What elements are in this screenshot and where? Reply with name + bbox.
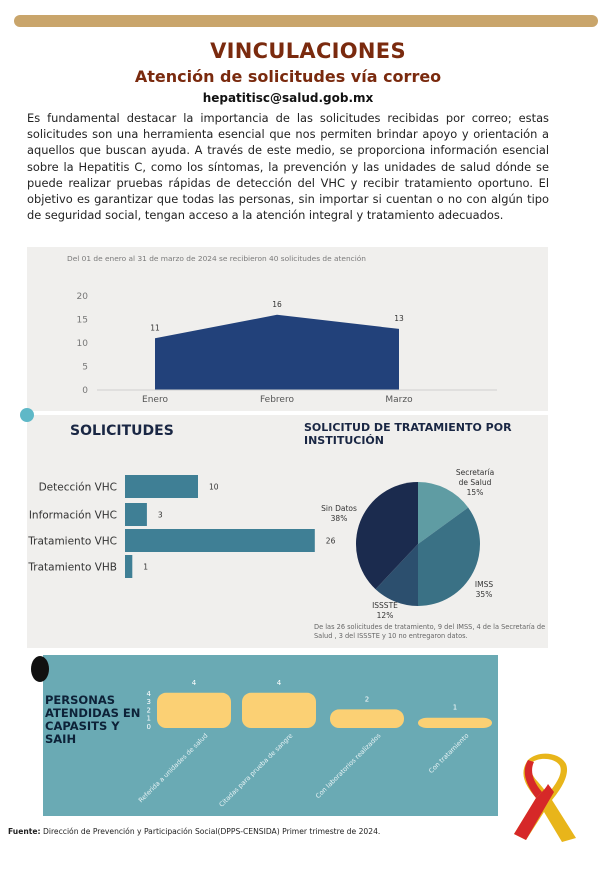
bar — [330, 709, 404, 728]
x-tick-label: Con laboratorios realizados — [314, 731, 383, 801]
y-tick-label: 0 — [82, 386, 88, 396]
x-tick-label: Febrero — [260, 395, 294, 405]
page-title: VINCULACIONES — [210, 39, 406, 63]
bar — [418, 718, 492, 728]
monthly-requests-chart — [27, 247, 548, 411]
y-tick-label: 20 — [76, 292, 88, 302]
requests-svg — [27, 415, 548, 648]
bar-value-label: 1 — [143, 562, 149, 572]
source-text: Dirección de Prevención y Participación Social(DPPS-CENSIDA) Primer trimestre de 2024. — [40, 827, 381, 836]
bar-value-label: 4 — [276, 678, 282, 687]
bar — [242, 693, 316, 728]
requests-bar-title: SOLICITUDES — [70, 423, 174, 439]
bar — [125, 529, 315, 552]
y-tick-label: 1 — [146, 714, 151, 723]
bar — [157, 693, 231, 728]
contact-email[interactable]: hepatitisc@salud.gob.mx — [202, 91, 374, 105]
bar — [125, 503, 147, 526]
bar-category-label: Información VHC — [28, 509, 117, 522]
y-tick-label: 3 — [146, 698, 151, 707]
intro-paragraph: Es fundamental destacar la importancia de las solicitudes recibidas por correo; estas solicitudes son una herramienta esencial que nos permiten brindar apoyo y orientación a aquellos que buscan ayuda. A través de este medio, se proporciona información esencial sobre la Hepatitis C, como los síntomas, la prevención y las unidades de salud dónde se puede realizar pruebas rápidas de detección del VHC y recibir tratamiento oportuno. El objetivo es garantizar que todas las personas, sin importar si cuentan o no con algún tipo de seguridad social, tengan acceso a la atención integral y tratamiento adecuados. — [27, 111, 549, 223]
bar-value-label: 3 — [157, 510, 163, 520]
pie-title: SOLICITUD DE TRATAMIENTO POR INSTITUCIÓN — [304, 421, 512, 447]
requests-panel — [27, 415, 548, 648]
monthly-area-svg — [27, 247, 548, 411]
data-label: 16 — [272, 299, 282, 309]
bar-value-label: 2 — [364, 695, 370, 704]
bar-category-label: Detección VHC — [38, 481, 117, 494]
pie-slice-percent: 12% — [376, 611, 394, 620]
y-tick-label: 4 — [146, 689, 151, 698]
bar — [125, 555, 132, 578]
page-subtitle: Atención de solicitudes vía correo — [134, 67, 442, 86]
y-tick-label: 0 — [146, 723, 151, 731]
bar-value-label: 26 — [325, 536, 336, 546]
pie-note: De las 26 solicitudes de tratamiento, 9 del IMSS, 4 de la Secretaría de Salud , 3 del ISSSTE y 10 no entregaron datos. — [314, 623, 546, 640]
x-tick-label: Marzo — [385, 395, 413, 405]
y-tick-label: 15 — [76, 315, 88, 326]
people-attended-panel — [43, 655, 498, 816]
bar-category-label: Tratamiento VHC — [28, 535, 117, 548]
pie-slice-label: Sin Datos — [321, 504, 357, 513]
bar — [125, 475, 198, 498]
data-label: 13 — [394, 313, 404, 323]
people-attended-svg — [43, 655, 498, 816]
monthly-chart-caption: Del 01 de enero al 31 de marzo de 2024 se recibieron 40 solicitudes de atención — [67, 254, 366, 263]
x-tick-label: Referida a unidades de salud — [136, 731, 210, 805]
area-series — [155, 315, 399, 390]
awareness-ribbon-icon — [508, 752, 584, 844]
bar-value-label: 4 — [191, 678, 197, 687]
pie-slice-percent: 35% — [475, 590, 493, 599]
bar-value-label: 10 — [209, 482, 219, 492]
y-tick-label: 10 — [76, 339, 88, 349]
source-footer — [8, 827, 380, 836]
top-decorative-bar — [14, 15, 598, 27]
pie-slice-percent: 15% — [466, 488, 484, 497]
y-tick-label: 5 — [82, 362, 88, 373]
source-label: Fuente: — [8, 827, 41, 836]
x-tick-label: Con tratamiento — [427, 731, 471, 776]
data-label: 11 — [150, 323, 160, 333]
pie-slice-label: ISSSTE — [372, 601, 398, 610]
pie-slice-label: Secretaría de Salud — [455, 468, 495, 487]
y-tick-label: 2 — [146, 706, 151, 715]
x-tick-label: Enero — [142, 395, 168, 405]
pie-slice-percent: 38% — [330, 514, 348, 523]
bar-category-label: Tratamiento VHB — [28, 561, 117, 574]
bar-value-label: 1 — [452, 703, 458, 712]
people-attended-title: PERSONAS ATENDIDAS EN CAPASITS Y SAIH — [45, 693, 141, 746]
x-tick-label: Citadas para prueba de sangre — [217, 731, 295, 809]
pie-slice-label: IMSS — [474, 580, 494, 589]
